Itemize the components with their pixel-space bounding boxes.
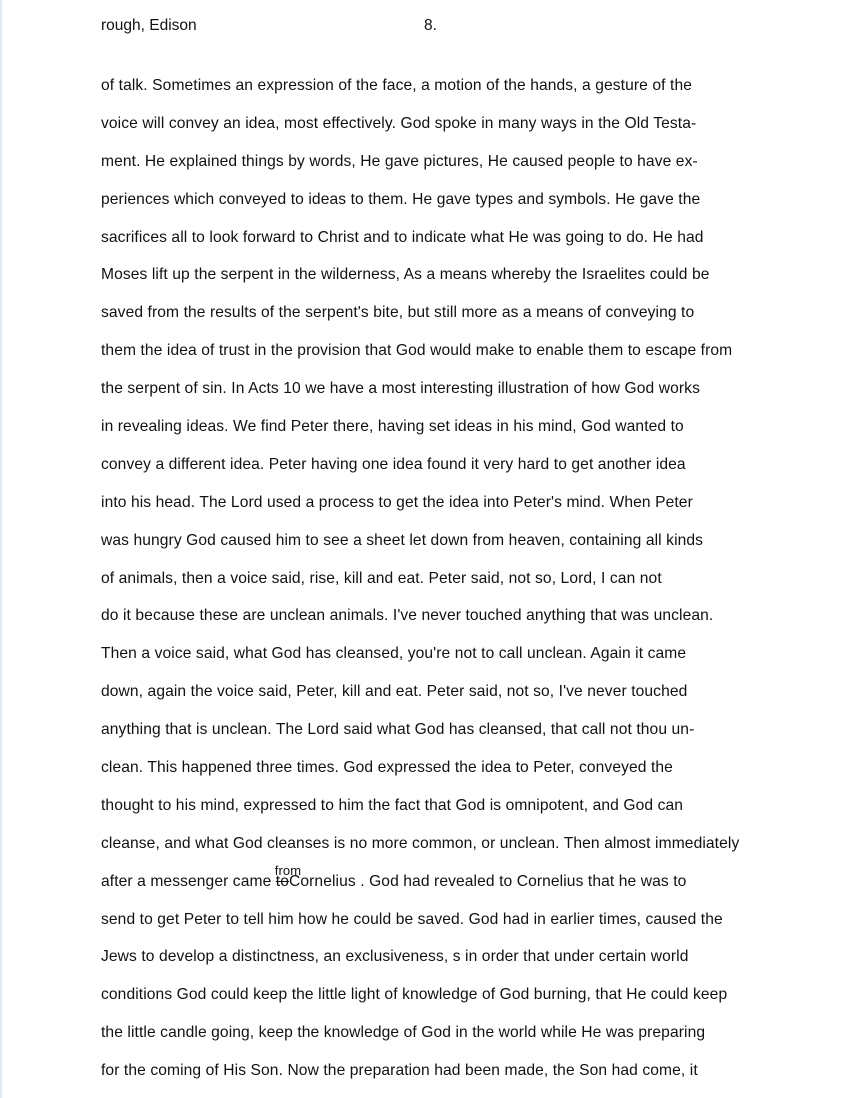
text-line: the serpent of sin. In Acts 10 we have a most interesting illustration of how God works — [101, 380, 700, 398]
text-line: thought to his mind, expressed to him the fact that God is omnipotent, and God can — [101, 796, 684, 814]
text-line: the little candle going, keep the knowledge of God in the world while He was preparing — [101, 1024, 706, 1042]
scan-edge — [0, 0, 2, 1098]
text-line: down, again the voice said, Peter, kill and eat. Peter said, not so, I've never touched — [101, 683, 688, 701]
text-line: anything that is unclean. The Lord said what God has cleansed, that call not thou un- — [101, 721, 695, 739]
document-body — [101, 75, 739, 1098]
text-line: of animals, then a voice said, rise, kill and eat. Peter said, not so, Lord, I can not — [101, 569, 662, 587]
text-line: them the idea of trust in the provision that God would make to enable them to escape from — [101, 342, 733, 360]
line-text: after a messenger came — [101, 872, 272, 890]
line-text: Cornelius . God had revealed to Cornelius that he was to — [289, 872, 687, 890]
text-line: cleanse, and what God cleanses is no more common, or unclean. Then almost immediately — [101, 834, 740, 852]
text-line: Jews to develop a distinctness, an exclusiveness, s in order that under certain world — [101, 948, 689, 966]
handwritten-correction — [274, 862, 302, 890]
text-line: for the coming of His Son. Now the preparation had been made, the Son had come, it — [101, 1062, 698, 1080]
text-line: of talk. Sometimes an expression of the face, a motion of the hands, a gesture of the — [101, 77, 693, 94]
text-line: conditions God could keep the little light of knowledge of God burning, that He could keep — [101, 986, 728, 1004]
text-line: ment. He explained things by words, He gave pictures, He caused people to have ex- — [101, 152, 698, 170]
text-line: Moses lift up the serpent in the wilderness, As a means whereby the Israelites could be — [101, 266, 710, 284]
running-header: rough, Edison — [101, 17, 197, 34]
text-line: in revealing ideas. We find Peter there, having set ideas in his mind, God wanted to — [101, 418, 684, 436]
text-line: was hungry God caused him to see a sheet let down from heaven, containing all kinds — [101, 531, 704, 549]
text-line: convey a different idea. Peter having one idea found it very hard to get another idea — [101, 455, 686, 473]
text-line: sacrifices all to look forward to Christ and to indicate what He was going to do. He had — [101, 228, 704, 246]
text-line: periences which conveyed to ideas to them. He gave types and symbols. He gave the — [101, 190, 701, 208]
text-line: clean. This happened three times. God expressed the idea to Peter, conveyed the — [101, 759, 673, 777]
text-line: Then a voice said, what God has cleansed, you're not to call unclean. Again it came — [101, 645, 687, 663]
text-line: voice will convey an idea, most effectively. God spoke in many ways in the Old Testa- — [101, 114, 697, 132]
text-line: into his head. The Lord used a process to get the idea into Peter's mind. When Peter — [101, 493, 693, 511]
text-line — [101, 862, 739, 909]
page-number: 8. — [424, 17, 437, 34]
text-line: do it because these are unclean animals. I've never touched anything that was unclean. — [101, 607, 714, 625]
struck-word: to — [275, 872, 289, 890]
text-line: saved from the results of the serpent's bite, but still more as a means of conveying to — [101, 304, 695, 322]
text-line: send to get Peter to tell him how he could be saved. God had in earlier times, caused the — [101, 910, 723, 928]
inserted-word: from — [274, 862, 302, 878]
